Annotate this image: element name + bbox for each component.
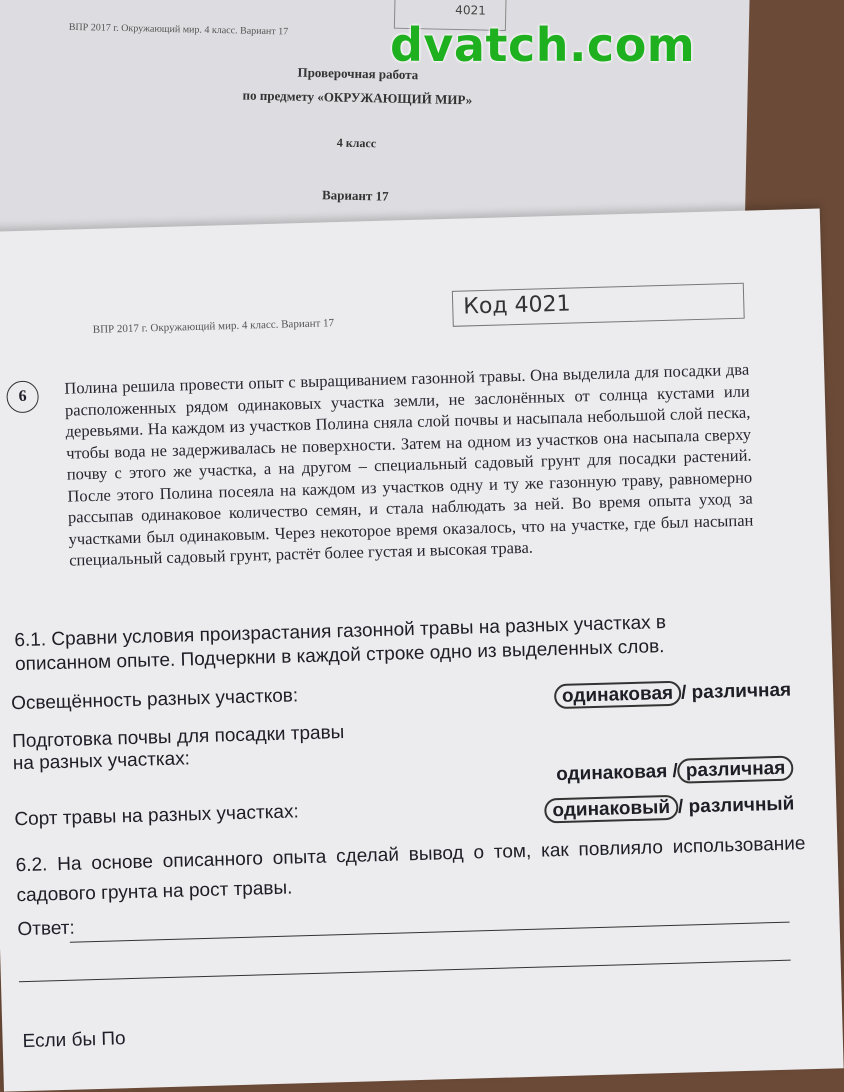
row-options: [556, 758, 794, 787]
option-same[interactable]: одинаковый: [544, 795, 678, 824]
option-separator: /: [677, 796, 684, 818]
task-text: Полина решила провести опыт с выращиванием газонной травы. Она выделила для посадки два расположенных рядом одинаковых участка земли, не заслонённых от солнца кустами или деревьями. На каждом из участков Полина сняла слой почвы и насыпала небольшой слой песка, чтобы вода не задерживалась не поверхности. Затем на одном из участков она насыпала сверху почву с этого же участка, а на другом – специальный садовый грунт для посадки растений. После этого Полина посеяла на каждом из участков одну и ту же газонную траву, равномерно рассыпав одинаковое количество семян, и стала наблюдать за ней. Во время опыта уход за участками был одинаковым. Через некоторое время оказалось, что на участке, где был насыпан специальный садовый грунт, растёт более густая и высокая трава.: [64, 359, 754, 570]
option-same[interactable]: одинаковая: [554, 681, 682, 710]
question-6-2: 6.2. На основе описанного опыта сделай вывод о том, как повлияло использование садового грунта на рост травы.: [15, 833, 806, 907]
row-options: [544, 793, 794, 822]
back-subject: по предмету «ОКРУЖАЮЩИЙ МИР»: [242, 87, 473, 108]
question-number: 6: [6, 380, 39, 413]
row-lighting: [11, 672, 791, 716]
back-title: Проверочная работа: [297, 64, 419, 83]
back-header: ВПР 2017 г. Окружающий мир. 4 класс. Вариант 17: [68, 21, 289, 38]
row-options: [554, 680, 792, 709]
option-separator: /: [672, 760, 679, 782]
back-grade: 4 класс: [336, 135, 377, 151]
row-soil: [11, 710, 793, 786]
option-different[interactable]: различный: [688, 793, 795, 818]
front-sheet: [0, 209, 844, 1092]
row-grass-type: [14, 787, 794, 831]
watermark: dvatch.com: [390, 18, 696, 72]
row-label: Подготовка почвы для посадки травы: [11, 722, 345, 753]
answer-label: Ответ:: [17, 917, 76, 941]
front-header: ВПР 2017 г. Окружающий мир. 4 класс. Вариант 17: [92, 317, 335, 336]
row-label-cont: на разных участках:: [12, 748, 191, 775]
back-variant: Вариант 17: [321, 187, 389, 204]
back-code: 4021: [455, 2, 486, 18]
option-same[interactable]: одинаковая: [555, 761, 668, 786]
option-separator: /: [680, 682, 687, 704]
answer-line-2[interactable]: [19, 960, 791, 983]
code-value: Код 4021: [462, 291, 571, 320]
row-label: Сорт травы на разных участках:: [14, 801, 300, 831]
row-label: Освещённость разных участков:: [10, 685, 299, 715]
answer-line-1[interactable]: [70, 922, 790, 943]
option-different[interactable]: различная: [691, 679, 792, 704]
question-6-1: 6.1. Сравни условия произрастания газонной травы на разных участках в описанном опыте. Подчеркни в каждой строке одно из выделенных слов.: [14, 612, 667, 676]
next-question-text: Если бы По: [22, 1028, 126, 1053]
code-box: [452, 283, 745, 327]
option-different[interactable]: различная: [677, 756, 793, 784]
